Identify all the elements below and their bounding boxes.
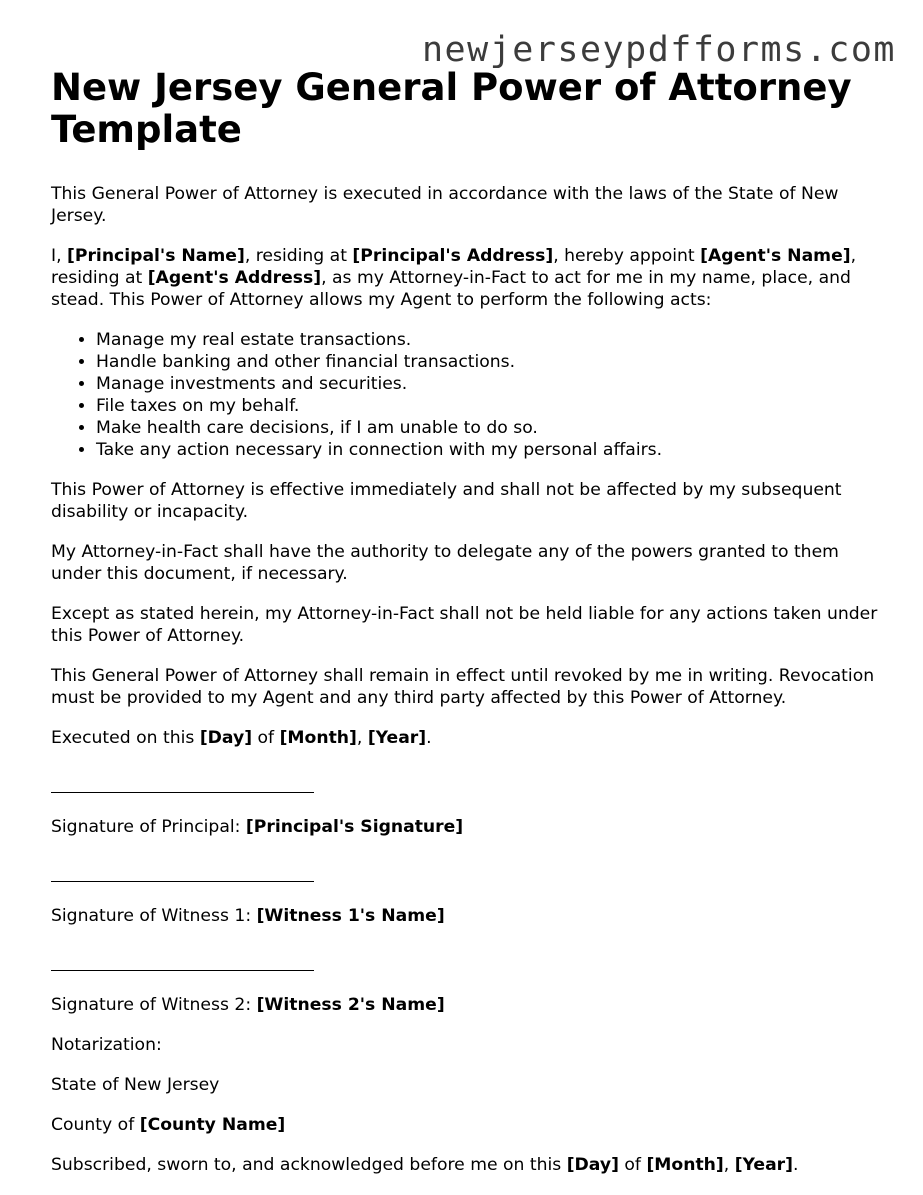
witness2-signature-label: Signature of Witness 2: [Witness 2's Name]: [51, 995, 445, 1015]
document-body: [51, 67, 881, 1194]
list-item: • File taxes on my behalf.: [96, 395, 881, 417]
agent-address-placeholder: [Agent's Address]: [147, 268, 322, 288]
witness2-name-placeholder: [Witness 2's Name]: [256, 995, 445, 1015]
month-placeholder: [Month]: [279, 728, 357, 748]
principal-address-placeholder: [Principal's Address]: [352, 246, 554, 266]
watermark: newjerseypdfforms.com: [421, 30, 896, 70]
list-item: • Take any action necessary in connection with my personal affairs.: [96, 439, 881, 461]
notary-day-placeholder: [Day]: [566, 1155, 619, 1175]
list-item: • Manage my real estate transactions.: [96, 329, 881, 351]
principal-signature-placeholder: [Principal's Signature]: [245, 817, 464, 837]
witness2-signature-line[interactable]: [51, 953, 881, 975]
agent-name-placeholder: [Agent's Name]: [700, 246, 851, 266]
intro-paragraph: This General Power of Attorney is executed in accordance with the laws of the State of New Jersey.: [51, 184, 839, 226]
witness1-signature-label: Signature of Witness 1: [Witness 1's Name]: [51, 906, 445, 926]
witness1-signature-line[interactable]: [51, 864, 881, 886]
notarization-heading: Notarization:: [51, 1035, 162, 1055]
notary-county: County of [County Name]: [51, 1115, 286, 1135]
notary-state: State of New Jersey: [51, 1075, 220, 1095]
principal-signature-line[interactable]: [51, 775, 881, 797]
notary-month-placeholder: [Month]: [646, 1155, 724, 1175]
list-item: • Make health care decisions, if I am unable to do so.: [96, 417, 881, 439]
revocation-clause: This General Power of Attorney shall remain in effect until revoked by me in writing. Revocation must be provided to my Agent and any third party affected by this Power of Attorney.: [51, 666, 875, 708]
year-placeholder: [Year]: [367, 728, 427, 748]
principal-name-placeholder: [Principal's Name]: [67, 246, 245, 266]
liability-clause: Except as stated herein, my Attorney-in-Fact shall not be held liable for any actions taken under this Power of Attorney.: [51, 604, 878, 646]
notary-year-placeholder: [Year]: [734, 1155, 794, 1175]
acts-list: [51, 329, 881, 461]
page-title: New Jersey General Power of Attorney Template: [51, 66, 852, 151]
execution-line: Executed on this [Day] of [Month], [Year].: [51, 728, 432, 748]
appointment-paragraph: I, [Principal's Name], residing at [Principal's Address], hereby appoint [Agent's Name], residing at [Agent's Address], as my Attorney-in-Fact to act for me in my name, place, and stead. This Power of Attorney allows my Agent to perform the following acts:: [51, 246, 857, 310]
day-placeholder: [Day]: [199, 728, 253, 748]
county-placeholder: [County Name]: [139, 1115, 286, 1135]
principal-signature-label: Signature of Principal: [Principal's Signature]: [51, 817, 464, 837]
list-item: • Handle banking and other financial transactions.: [96, 351, 881, 373]
list-item: • Manage investments and securities.: [96, 373, 881, 395]
notary-subscribed-line: Subscribed, sworn to, and acknowledged before me on this [Day] of [Month], [Year].: [51, 1155, 799, 1175]
effective-clause: This Power of Attorney is effective immediately and shall not be affected by my subsequent disability or incapacity.: [51, 480, 842, 522]
delegate-clause: My Attorney-in-Fact shall have the authority to delegate any of the powers granted to them under this document, if necessary.: [51, 542, 839, 584]
witness1-name-placeholder: [Witness 1's Name]: [256, 906, 445, 926]
